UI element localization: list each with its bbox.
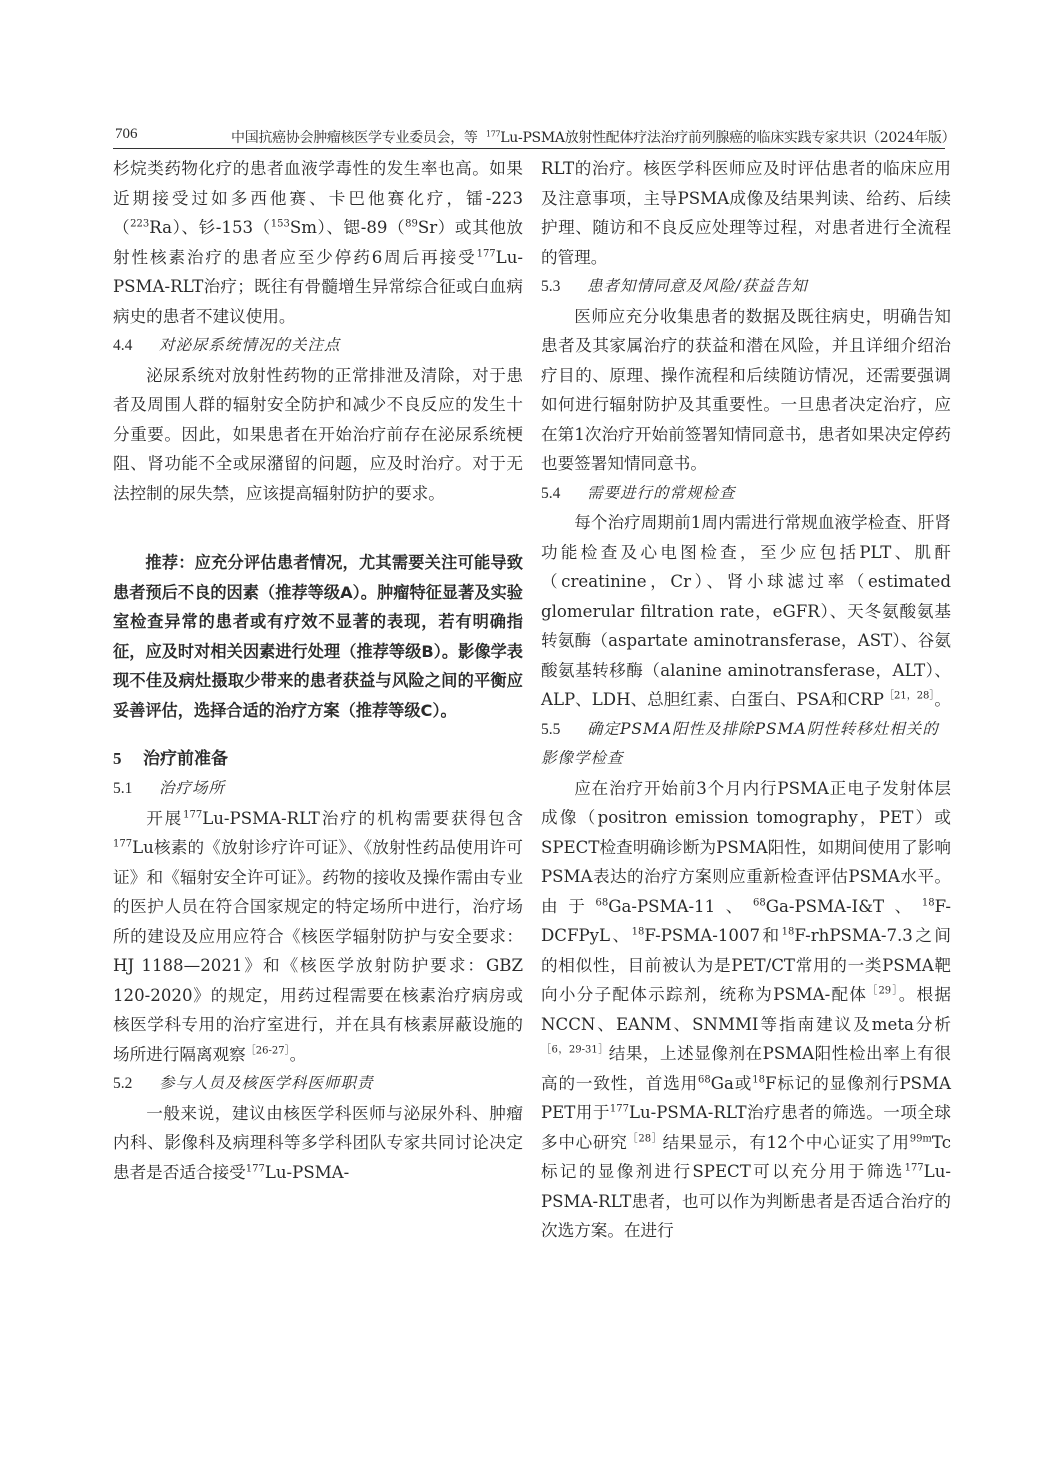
superscript: 177: [245, 1163, 265, 1175]
paragraph-informed-consent: 医师应充分收集患者的数据及既往病史，明确告知患者及其家属治疗的获益和潜在风险，并且详细介绍治疗目的、原理、操作流程和后续随访情况，还需要强调如何进行辐射防护及其重要性。一旦患者决定治疗，应在第1次治疗开始前签署知情同意书，患者如果决定停药也要签署知情同意书。: [541, 306, 951, 473]
text-run: Ra）、钐-153（: [149, 218, 271, 237]
section-4-4-heading: [113, 331, 523, 361]
text-run: 结果显示，有12个中心证实了用: [662, 1132, 910, 1152]
paragraph-imaging: [541, 774, 951, 1246]
text-run: 患者知情同意及风险/获益告知: [587, 277, 808, 295]
superscript: 177: [609, 1103, 629, 1115]
text-run: Tc标记的显像剂进行SPECT可以充分用于筛选: [541, 1132, 951, 1181]
text-run: Lu-PSMA-RLT治疗患者的筛选。一项全球多中心研究: [541, 1103, 951, 1152]
text-run: 应在治疗开始前3个月内行PSMA正电子发射体层成像（positron emission tomography，PET）或SPECT检查明确诊断为PSMA阳性，如期间使用了影响PSMA表达的治疗方案则应重新检查评估PSMA水平。由于: [541, 778, 951, 916]
paragraph-blood-toxicity: [113, 154, 523, 331]
text-run: 参与人员及核医学科医师职责: [159, 1074, 374, 1093]
paragraph-treatment-site: [113, 804, 523, 1070]
superscript: 68: [753, 896, 766, 908]
text-run: 5.1: [113, 780, 133, 798]
text-run: 每个治疗周期前1周内需进行常规血液学检查、肝肾功能检查及心电图检查，至少应包括PLT、肌酐（creatinine，Cr）、肾小球滤过率（estimated glomerular filtration rate，eGFR）、天冬氨酸氨基转氨酶（aspartate aminotransferase，AST）、谷氨酸氨基转移酶（alanine aminotransferase，ALT）、ALP、LDH、总胆红素、白蛋白、PSA和CRP: [541, 513, 951, 709]
citation[interactable]: ［29］: [867, 985, 899, 997]
right-column: [541, 154, 951, 1246]
text-run: 治疗场所: [159, 779, 226, 798]
superscript: 153: [270, 218, 290, 230]
section-5-3-heading: [541, 272, 951, 302]
text-run: 结果，上述显像剂在PSMA阳性检出率上有很高的一致性，首选用: [541, 1044, 951, 1093]
text-run: F-rhPSMA-7.3之间的相似性，目前被认为是PET/CT常用的一类PSMA靶向小分子配体示踪剂，统称为PSMA-配体: [541, 926, 951, 1004]
superscript: 99m: [909, 1132, 932, 1144]
superscript: 223: [130, 218, 150, 230]
text-run: 。: [934, 690, 952, 709]
text-run: F-PSMA-1007和: [644, 926, 782, 945]
text-run: 杉烷类药物化疗的患者血液学毒性的发生率也高。如果近期接受过如多西他赛、卡巴他赛化疗，镭-223（: [113, 159, 523, 237]
running-title-text: Lu-PSMA放射性配体疗法治疗前列腺癌的临床实践专家共识（2024年版）: [500, 130, 956, 146]
superscript: 68: [698, 1073, 711, 1085]
superscript: 18: [752, 1073, 765, 1085]
text-run: Ga-PSMA-I&T、: [765, 896, 922, 916]
section-5-heading: [113, 744, 523, 775]
page-number: 706: [115, 126, 138, 142]
text-run: 治疗前准备: [143, 748, 228, 769]
text-run: 5: [113, 748, 122, 768]
superscript: 177: [904, 1162, 924, 1174]
running-title-authors: 中国抗癌协会肿瘤核医学专业委员会，等: [231, 130, 478, 146]
text-run: 一般来说，建议由核医学科医师与泌尿外科、肿瘤内科、影像科及病理科等多学科团队专家共同讨论决定患者是否适合接受: [113, 1103, 523, 1182]
text-run: 。根据NCCN、EANM、SNMMI等指南建议及meta分析: [541, 985, 952, 1034]
citation[interactable]: ［26-27］: [245, 1045, 290, 1057]
superscript: 89: [405, 218, 418, 230]
superscript: 177: [113, 838, 133, 850]
text-run: Lu-PSMA-RLT患者，也可以作为判断患者是否适合治疗的次选方案。在进行: [541, 1162, 951, 1240]
text-run: Lu核素的《放射诊疗许可证》、《放射性药品使用许可证》和《辐射安全许可证》。药物的接收及操作需由专业的医护人员在符合国家规定的特定场所中进行，治疗场所的建设及应用应符合《核医学辐射防护与安全要求：HJ 1188—2021》和《核医学放射防护要求：GBZ 120-2020》的规定，用药过程需要在核素治疗病房或核医学科专用的治疗室进行，并在具有核素屏蔽设施的场所进行隔离观察: [113, 838, 523, 1064]
text-run: 5.5: [541, 720, 561, 738]
superscript: 177: [476, 247, 496, 259]
paragraph-personnel: [113, 1099, 523, 1188]
recommendation-box: 推荐：应充分评估患者情况，尤其需要关注可能导致患者预后不良的因素（推荐等级A）。肿瘤特征显著及实验室检查异常的患者或有疗效不显著的表现，若有明确指征，应及时对相关因素进行处理（推荐等级B）。影像学表现不佳及病灶摄取少带来的患者获益与风险之间的平衡应妥善评估，选择合适的治疗方案（推荐等级C）。: [113, 553, 523, 720]
text-run: Sr）或其他放射性核素治疗的患者应至少停药6周后再接受: [113, 218, 524, 267]
citation[interactable]: ［21，28］: [883, 690, 935, 702]
text-run: 需要进行的常规检查: [587, 483, 736, 502]
citation[interactable]: ［6，29-31］: [541, 1044, 609, 1056]
superscript: 18: [781, 926, 795, 938]
superscript: 68: [595, 896, 609, 908]
paragraph-routine-tests: [541, 508, 951, 715]
text-run: 。: [289, 1044, 307, 1064]
text-run: Sm）、锶-89（: [289, 218, 406, 237]
text-run: 开展: [146, 808, 184, 828]
text-run: F标记的显像剂行PSMA PET用于: [541, 1073, 951, 1122]
running-title-sup: 177: [485, 129, 501, 139]
paragraph-physician-duties: RLT的治疗。核医学科医师应及时评估患者的临床应用及注意事项，主导PSMA成像及结果判读、给药、后续护理、随访和不良反应处理等过程，对患者进行全流程的管理。: [541, 159, 951, 267]
section-5-5-heading: [541, 715, 951, 774]
section-5-1-heading: [113, 774, 523, 804]
running-header: [113, 126, 956, 149]
superscript: 18: [921, 896, 935, 908]
text-run: 4.4: [113, 337, 133, 354]
text-run: 5.3: [541, 278, 561, 295]
text-run: F-DCFPyL、: [541, 896, 951, 945]
text-run: Lu-PSMA-: [264, 1162, 350, 1182]
superscript: 18: [631, 926, 645, 938]
left-column: [113, 154, 523, 1187]
text-run: 确定PSMA阳性及排除PSMA阴性转移灶相关的影像学检查: [541, 719, 939, 767]
text-run: Ga或: [710, 1073, 753, 1093]
citation[interactable]: ［28］: [627, 1132, 663, 1144]
text-run: Lu-PSMA-RLT治疗；既往有骨髓增生异常综合征或白血病病史的患者不建议使用。: [113, 247, 523, 326]
text-run: Lu-PSMA-RLT治疗的机构需要获得包含: [202, 808, 524, 828]
text-run: 对泌尿系统情况的关注点: [159, 336, 341, 354]
running-title: [231, 127, 955, 147]
section-5-2-heading: [113, 1069, 523, 1099]
paragraph-urinary: 泌尿系统对放射性药物的正常排泄及清除，对于患者及周围人群的辐射安全防护和减少不良反应的发生十分重要。因此，如果患者在开始治疗前存在泌尿系统梗阻、肾功能不全或尿潴留的问题，应及时治疗。对于无法控制的尿失禁，应该提高辐射防护的要求。: [113, 365, 523, 503]
superscript: 177: [183, 809, 203, 821]
text-run: 5.4: [541, 484, 561, 502]
text-run: 5.2: [113, 1075, 133, 1093]
section-5-4-heading: [541, 479, 951, 509]
text-run: Ga-PSMA-11、: [608, 896, 754, 916]
